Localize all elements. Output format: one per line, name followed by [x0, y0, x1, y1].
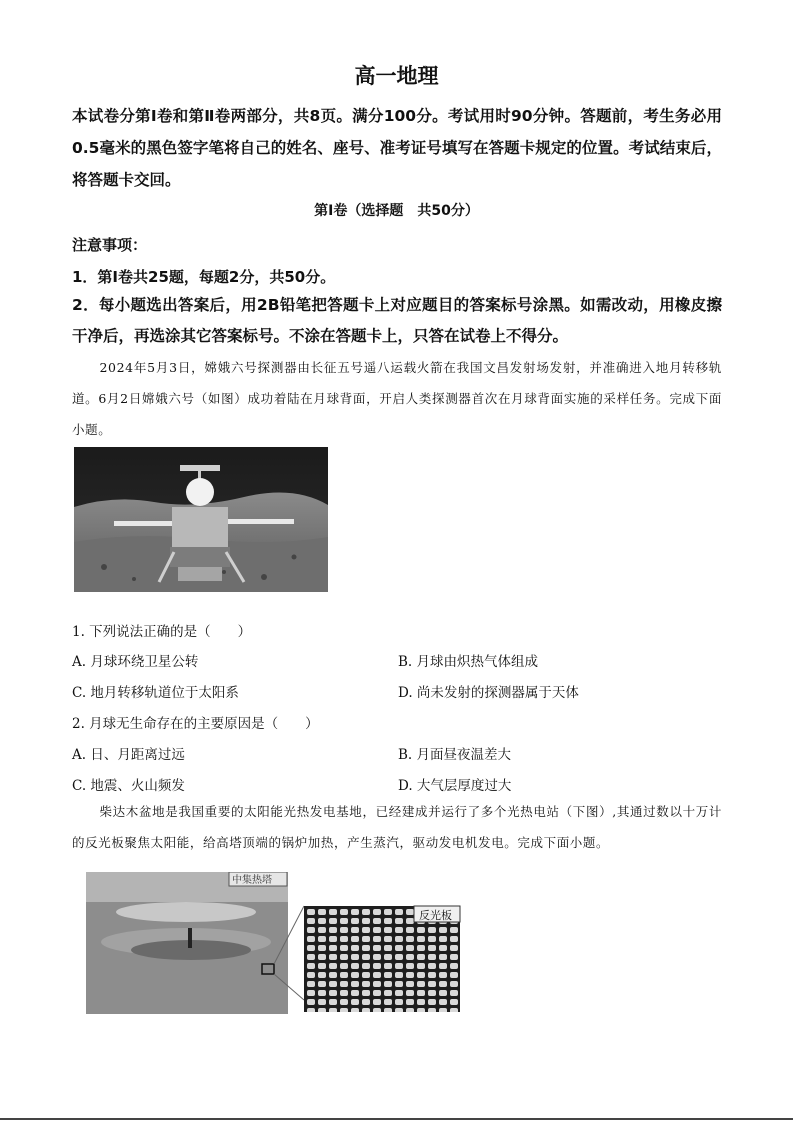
question-2-option-d: D. 大气层厚度过大: [398, 778, 512, 794]
question-1-option-d: D. 尚未发射的探测器属于天体: [398, 685, 579, 701]
question-2-stem: 2. 月球无生命存在的主要原因是（ ）: [72, 716, 319, 732]
chang-e-6-lander-photo: [74, 447, 328, 592]
notice-heading: 注意事项：: [72, 236, 148, 254]
exam-instructions: 本试卷分第Ⅰ卷和第Ⅱ卷两部分，共8页。满分100分。考试用时90分钟。答题前，考生务必用0.5毫米的黑色签字笔将自己的姓名、座号、准考证号填写在答题卡规定的位置。考试结束后，将答题卡交回。: [72, 107, 722, 189]
question-1-option-c: C. 地月转移轨道位于太阳系: [72, 685, 239, 701]
tower-label-text: 中集热塔: [232, 875, 272, 886]
solar-thermal-plant-figure: [86, 872, 462, 1014]
question-1-stem: 1. 下列说法正确的是（ ）: [72, 624, 252, 640]
passage-qaidam-solar: 柴达木盆地是我国重要的太阳能光热发电基地，已经建成并运行了多个光热电站（下图）,其通过数以十万计的反光板聚焦太阳能，给高塔顶端的锅炉加热，产生蒸汽，驱动发电机发电。完成下面小题。: [72, 804, 722, 850]
section-title: 第Ⅰ卷（选择题 共50分）: [314, 203, 479, 219]
panel-label-text: 反光板: [419, 909, 452, 922]
question-2-option-b: B. 月面昼夜温差大: [398, 747, 512, 763]
question-2-option-a: A. 日、月距离过远: [72, 747, 185, 763]
notice-item-2: 2．每小题选出答案后，用2B铅笔把答题卡上对应题目的答案标号涂黑。如需改动，用橡皮擦干净后，再选涂其它答案标号。不涂在答题卡上，只答在试卷上不得分。: [72, 296, 722, 345]
page-title: 高一地理: [354, 64, 439, 88]
question-2-option-c: C. 地震、火山频发: [72, 778, 185, 794]
page-bottom-rule: [0, 1118, 793, 1120]
question-1-option-b: B. 月球由炽热气体组成: [398, 654, 539, 670]
notice-item-1: 1．第Ⅰ卷共25题，每题2分，共50分。: [72, 268, 336, 286]
passage-chang-e-6: 2024年5月3日，嫦娥六号探测器由长征五号遥八运载火箭在我国文昌发射场发射，并准确进入地月转移轨道。6月2日嫦娥六号（如图）成功着陆在月球背面，开启人类探测器首次在月球背面实施的采样任务。完成下面小题。: [72, 360, 722, 437]
question-1-option-a: A. 月球环绕卫星公转: [72, 654, 199, 670]
